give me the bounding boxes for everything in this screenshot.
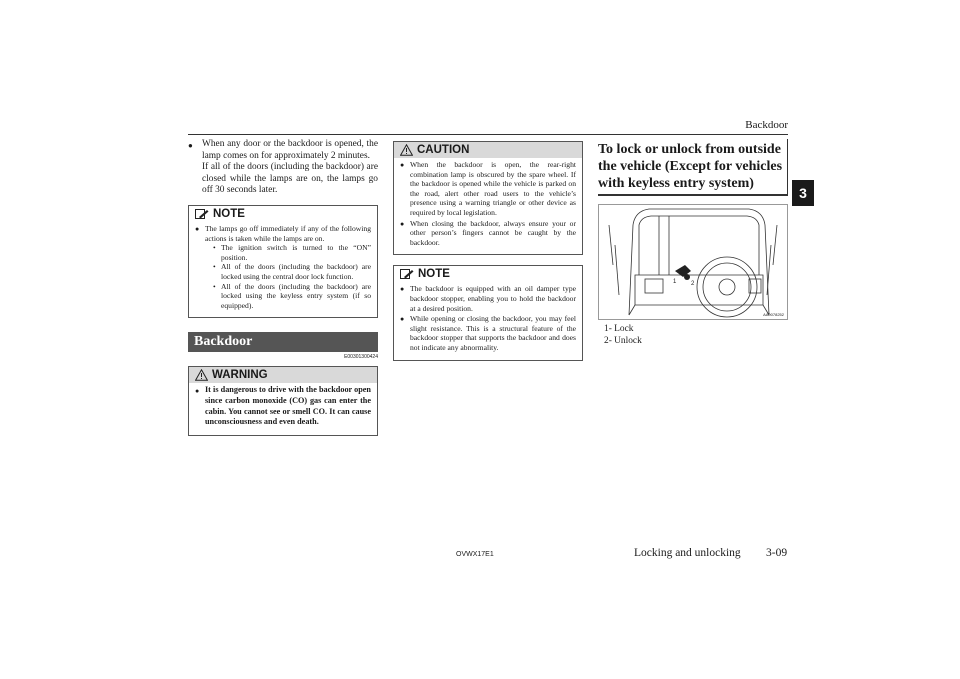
column-1 — [188, 139, 378, 436]
footer-doc-code: OVWX17E1 — [456, 551, 494, 558]
note-bullet — [195, 224, 371, 310]
svg-text:2: 2 — [691, 281, 695, 287]
note-pencil-icon — [400, 269, 414, 279]
caution-triangle-icon — [400, 144, 413, 156]
caution-bullet — [400, 219, 576, 248]
vehicle-rear-drawing — [599, 205, 787, 319]
note-body — [394, 282, 582, 359]
note-bullet-text: The lamps go off immediately if any of the following actions is taken while the lamps are on. — [205, 223, 371, 243]
header-rule — [188, 134, 788, 135]
note-label: NOTE — [418, 268, 450, 281]
bullet-dot-icon: ● — [400, 315, 405, 324]
bullet-dot-icon: ● — [188, 141, 193, 150]
section-code: E00301300424 — [344, 354, 378, 361]
note-pencil-icon — [195, 209, 209, 219]
intro-bullet-text: When any door or the backdoor is opened, the lamp comes on for approximately 2 minutes. — [202, 139, 378, 161]
warning-body — [189, 383, 377, 434]
note-header — [394, 266, 582, 282]
footer-page-number: 3-09 — [766, 547, 788, 559]
bullet-dot-icon: ● — [195, 224, 200, 233]
bullet-dot-icon: ● — [400, 219, 405, 228]
note-bullet — [400, 284, 576, 313]
warning-triangle-icon — [195, 369, 208, 381]
note-box-2 — [393, 265, 583, 360]
bullet-dot-icon: ● — [400, 285, 405, 294]
caution-text: When the backdoor is open, the rear-right combination lamp is obscured by the spare wheel. If the backdoor is opened while the vehicle is parked on the road, alert other road users to the vehicle’s presence using a warning triangle or other device as required by local legislation. — [410, 160, 576, 217]
note-sub-item: • The ignition switch is turned to the “ON” position. — [213, 243, 371, 262]
lock-section-heading: To lock or unlock from outside the vehicle (Except for vehicles with keyless entry system) — [598, 139, 788, 196]
warning-box — [188, 366, 378, 435]
note-body — [189, 222, 377, 317]
warning-label: WARNING — [212, 369, 268, 382]
caution-label: CAUTION — [417, 144, 470, 156]
note-sub-list — [205, 243, 371, 310]
footer-section-name: Locking and unlocking — [634, 547, 741, 559]
column-3 — [598, 139, 788, 347]
svg-text:1: 1 — [673, 279, 677, 285]
caution-bullet — [400, 160, 576, 218]
note-label: NOTE — [213, 207, 245, 220]
note-sub-item: • All of the doors (including the backdoor) are locked using the central door lock function. — [213, 262, 371, 281]
bullet-dot-icon: ● — [195, 387, 200, 396]
figure-legend — [598, 324, 788, 347]
intro-paragraph: If all of the doors (including the backdoor) are closed while the lamps are on, the lamps go off 30 seconds later. — [202, 162, 378, 196]
caution-text: When closing the backdoor, always ensure your or other person’s fingers cannot be caught by the backdoor. — [410, 218, 576, 247]
column-2 — [393, 139, 583, 361]
note-bullet-text: While opening or closing the backdoor, you may feel slight resistance. This is a structural feature of the backdoor stopper that supports the backdoor and does not indicate any abnormality. — [410, 314, 576, 352]
note-box-1 — [188, 205, 378, 318]
section-title-band: Backdoor — [188, 332, 378, 352]
running-header: Backdoor — [745, 119, 788, 131]
backdoor-illustration — [598, 204, 788, 320]
legend-item: 1- Lock — [604, 324, 634, 334]
caution-header — [394, 142, 582, 158]
intro-bullet — [188, 139, 378, 197]
note-header — [189, 206, 377, 222]
note-bullet — [400, 314, 576, 352]
warning-text: It is dangerous to drive with the backdoor open since carbon monoxide (CO) gas can enter the cabin. You cannot see or smell CO. It can cause unconsciousness and even death. — [205, 385, 371, 427]
bullet-dot-icon: ● — [400, 161, 405, 169]
note-bullet-text: The backdoor is equipped with an oil damper type backdoor stopper, enabling you to hold the backdoor at a desired position. — [410, 284, 576, 313]
intro-block — [188, 139, 378, 197]
caution-body — [394, 158, 582, 254]
legend-item: 2- Unlock — [604, 335, 642, 346]
warning-bullet — [195, 385, 371, 427]
warning-header — [189, 367, 377, 383]
note-sub-item: • All of the doors (including the backdoor) are locked using the keyless entry system (if so equipped). — [213, 282, 371, 311]
caution-box — [393, 141, 583, 255]
chapter-tab: 3 — [792, 180, 814, 206]
figure-code: AA0078252 — [763, 312, 784, 317]
